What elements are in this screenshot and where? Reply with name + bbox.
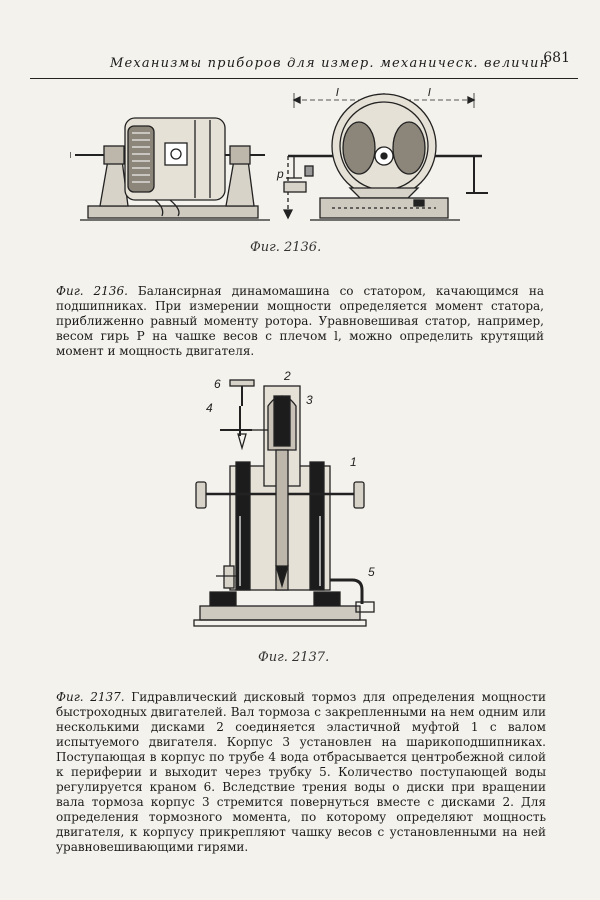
- paragraph-fig-2137-text: Гидравлический дисковый тормоз для определения мощности быстроходных двигателей. Вал тормоза с закрепленными на нем одним или несколькими дисками 2 соединяется эластичной муфтой 1 с валом испытуемого двигателя. Корпус 3 установлен на шарикоподшипниках. Поступающая в корпус по трубе 4 вода отбрасывается центробежной силой к периферии и выходит через трубку 5. Количество поступающей воды регулируется краном 6. Вследствие трения воды о диски при вращении вала тормоза корпус 3 стремится повернуться вместе с дисками 2. Для определения тормозного момента, по которому определяют мощность двигателя, к корпусу прикрепляют чашку весов с установленными на ней уравновешивающими гирями.: [56, 690, 546, 854]
- part-label-2: 2: [284, 369, 291, 383]
- paragraph-fig-2136-lead: Фиг. 2136.: [56, 284, 128, 298]
- figure-2136-caption: Фиг. 2136.: [250, 240, 322, 255]
- dynamo-end-view: [284, 93, 488, 220]
- part-label-3: 3: [306, 393, 313, 407]
- paragraph-fig-2136-text: Балансирная динамомашина со статором, качающимся на подшипниках. При измерении мощности определяется момент статора, приближенно равный моменту ротора. Уравновешивая статор, например, весом гирь P на чашке весов с плечом l, можно определить крутящий момент и мощность двигателя.: [56, 284, 544, 358]
- part-label-6: 6: [214, 377, 221, 391]
- page-number: 681: [543, 50, 570, 66]
- paragraph-fig-2136: [56, 284, 544, 359]
- paragraph-fig-2137-lead: Фиг. 2137.: [56, 690, 125, 704]
- part-label-4: 4: [206, 401, 213, 415]
- paragraph-fig-2137: [56, 690, 546, 855]
- part-label-5: 5: [368, 565, 375, 579]
- part-label-1: 1: [350, 455, 357, 469]
- figure-2136-drawing: [70, 88, 510, 238]
- dimension-l-left: l: [336, 88, 339, 99]
- dimension-l-right: l: [428, 88, 431, 99]
- figure-2137-drawing: [180, 366, 400, 646]
- running-title: Механизмы приборов для измер. механическ. величин: [110, 56, 550, 71]
- weight-label-p: p: [277, 167, 284, 181]
- page-header: [30, 50, 578, 79]
- figure-2137-caption: Фиг. 2137.: [258, 650, 330, 665]
- dynamo-side-view: [70, 118, 270, 220]
